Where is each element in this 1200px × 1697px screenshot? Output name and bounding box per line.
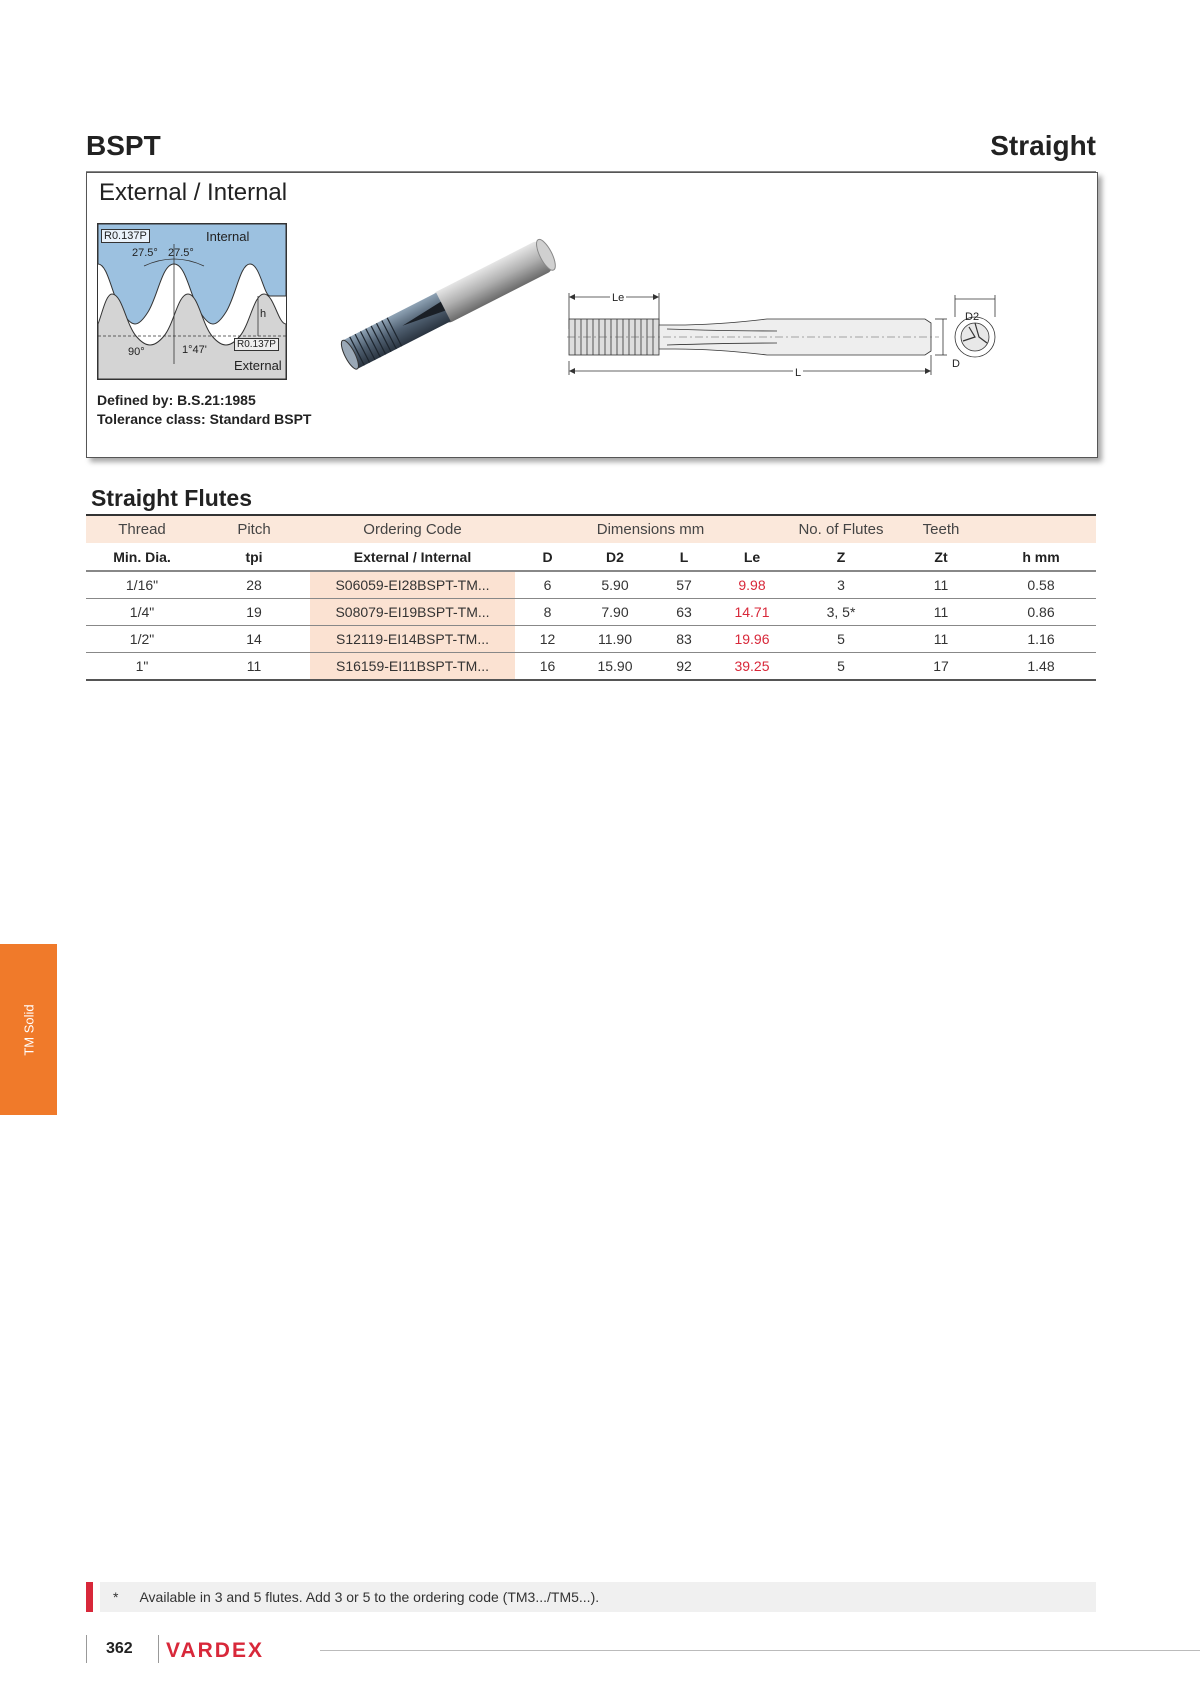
internal-label: Internal <box>206 229 250 244</box>
table-row <box>86 599 1096 626</box>
cell-ordering-code: S12119-EI14BSPT-TM... <box>310 626 515 653</box>
cell-l: 63 <box>650 599 718 626</box>
cell-tpi: 19 <box>198 599 310 626</box>
footnote-body: Available in 3 and 5 flutes. Add 3 or 5 to the ordering code (TM3.../TM5...). <box>139 1589 600 1605</box>
cell-thread: 1/4" <box>86 599 198 626</box>
footnote-box <box>100 1582 1096 1612</box>
cell-zt: 11 <box>896 626 986 653</box>
cell-le: 9.98 <box>718 571 786 599</box>
table-header-group-row <box>86 516 1096 543</box>
d2-dimension-label: D2 <box>965 311 980 323</box>
cell-zt: 11 <box>896 571 986 599</box>
thread-profile-diagram <box>97 223 287 380</box>
cell-tpi: 28 <box>198 571 310 599</box>
table-row <box>86 653 1096 681</box>
section-title: Straight Flutes <box>91 485 253 511</box>
teeth-group-header: Teeth <box>896 516 986 543</box>
angle-right-label: 27.5° <box>168 247 194 259</box>
col-header-tpi: tpi <box>198 543 310 571</box>
cell-thread: 1/2" <box>86 626 198 653</box>
footnote-marker-bar <box>86 1582 93 1612</box>
footer-divider <box>158 1635 159 1663</box>
flutes-group-header: No. of Flutes <box>786 516 896 543</box>
thread-group-header: Thread <box>86 516 198 543</box>
profile-type-title: Straight <box>990 130 1096 161</box>
radius-label-top: R0.137P <box>101 229 150 243</box>
cell-d2: 11.90 <box>580 626 650 653</box>
le-dimension-label: Le <box>612 292 625 304</box>
table-header-row <box>86 543 1096 571</box>
standard-info <box>97 391 311 429</box>
cell-l: 57 <box>650 571 718 599</box>
pitch-group-header: Pitch <box>198 516 310 543</box>
cell-tpi: 11 <box>198 653 310 681</box>
d-dimension-label: D <box>952 358 960 370</box>
defined-by-text: Defined by: B.S.21:1985 <box>97 392 256 408</box>
dimensions-group-header: Dimensions mm <box>515 516 786 543</box>
col-header-l: L <box>650 543 718 571</box>
cell-z: 3 <box>786 571 896 599</box>
table-row <box>86 626 1096 653</box>
cell-l: 83 <box>650 626 718 653</box>
cell-le: 39.25 <box>718 653 786 681</box>
cell-d2: 5.90 <box>580 571 650 599</box>
cell-d: 12 <box>515 626 580 653</box>
cell-ordering-code: S06059-EI28BSPT-TM... <box>310 571 515 599</box>
cell-thread: 1/16" <box>86 571 198 599</box>
cell-ordering-code: S16159-EI11BSPT-TM... <box>310 653 515 681</box>
brand-name: VARDEX <box>166 1639 264 1662</box>
tool-render-image <box>317 233 577 373</box>
product-table <box>86 516 1096 681</box>
cell-z: 3, 5* <box>786 599 896 626</box>
external-label: External <box>234 358 282 373</box>
page-title: BSPT <box>86 130 161 161</box>
thread-info-panel <box>86 172 1098 458</box>
col-header-ordering-code: External / Internal <box>310 543 515 571</box>
cell-zt: 11 <box>896 599 986 626</box>
cell-d2: 7.90 <box>580 599 650 626</box>
cell-d: 6 <box>515 571 580 599</box>
angle-left-label: 27.5° <box>132 247 158 259</box>
col-header-zt: Zt <box>896 543 986 571</box>
panel-title: External / Internal <box>99 179 288 206</box>
cell-h-mm: 0.86 <box>986 599 1096 626</box>
cell-d: 16 <box>515 653 580 681</box>
cell-z: 5 <box>786 653 896 681</box>
page-number: 362 <box>106 1640 133 1657</box>
cell-h-mm: 1.16 <box>986 626 1096 653</box>
cell-d: 8 <box>515 599 580 626</box>
cell-le: 14.71 <box>718 599 786 626</box>
l-dimension-label: L <box>795 367 802 379</box>
cell-le: 19.96 <box>718 626 786 653</box>
side-tab-label: TM Solid <box>21 1003 36 1056</box>
footer-rule <box>320 1650 1200 1651</box>
taper-angle-label: 1°47' <box>182 344 207 356</box>
footnote-asterisk: * <box>113 1589 119 1605</box>
tolerance-text: Tolerance class: Standard BSPT <box>97 411 312 427</box>
cell-d2: 15.90 <box>580 653 650 681</box>
cell-thread: 1" <box>86 653 198 681</box>
col-header-d: D <box>515 543 580 571</box>
angle-90-label: 90° <box>128 346 145 358</box>
cell-l: 92 <box>650 653 718 681</box>
radius-label-bottom: R0.137P <box>234 338 279 351</box>
vardex-logo <box>166 1637 306 1663</box>
footer-divider-left <box>86 1635 87 1663</box>
cell-z: 5 <box>786 626 896 653</box>
col-header-d2: D2 <box>580 543 650 571</box>
cell-h-mm: 0.58 <box>986 571 1096 599</box>
height-label: h <box>260 308 267 320</box>
col-header-h-mm: h mm <box>986 543 1096 571</box>
cell-zt: 17 <box>896 653 986 681</box>
table-row <box>86 571 1096 599</box>
ordering-code-group-header: Ordering Code <box>310 516 515 543</box>
cell-ordering-code: S08079-EI19BSPT-TM... <box>310 599 515 626</box>
footnote-text <box>113 1589 599 1605</box>
section-side-tab <box>0 944 57 1115</box>
empty-group-header <box>986 516 1096 543</box>
col-header-le: Le <box>718 543 786 571</box>
col-header-z: Z <box>786 543 896 571</box>
col-header-min-dia: Min. Dia. <box>86 543 198 571</box>
cell-h-mm: 1.48 <box>986 653 1096 681</box>
cell-tpi: 14 <box>198 626 310 653</box>
tool-dimension-drawing <box>567 283 997 393</box>
